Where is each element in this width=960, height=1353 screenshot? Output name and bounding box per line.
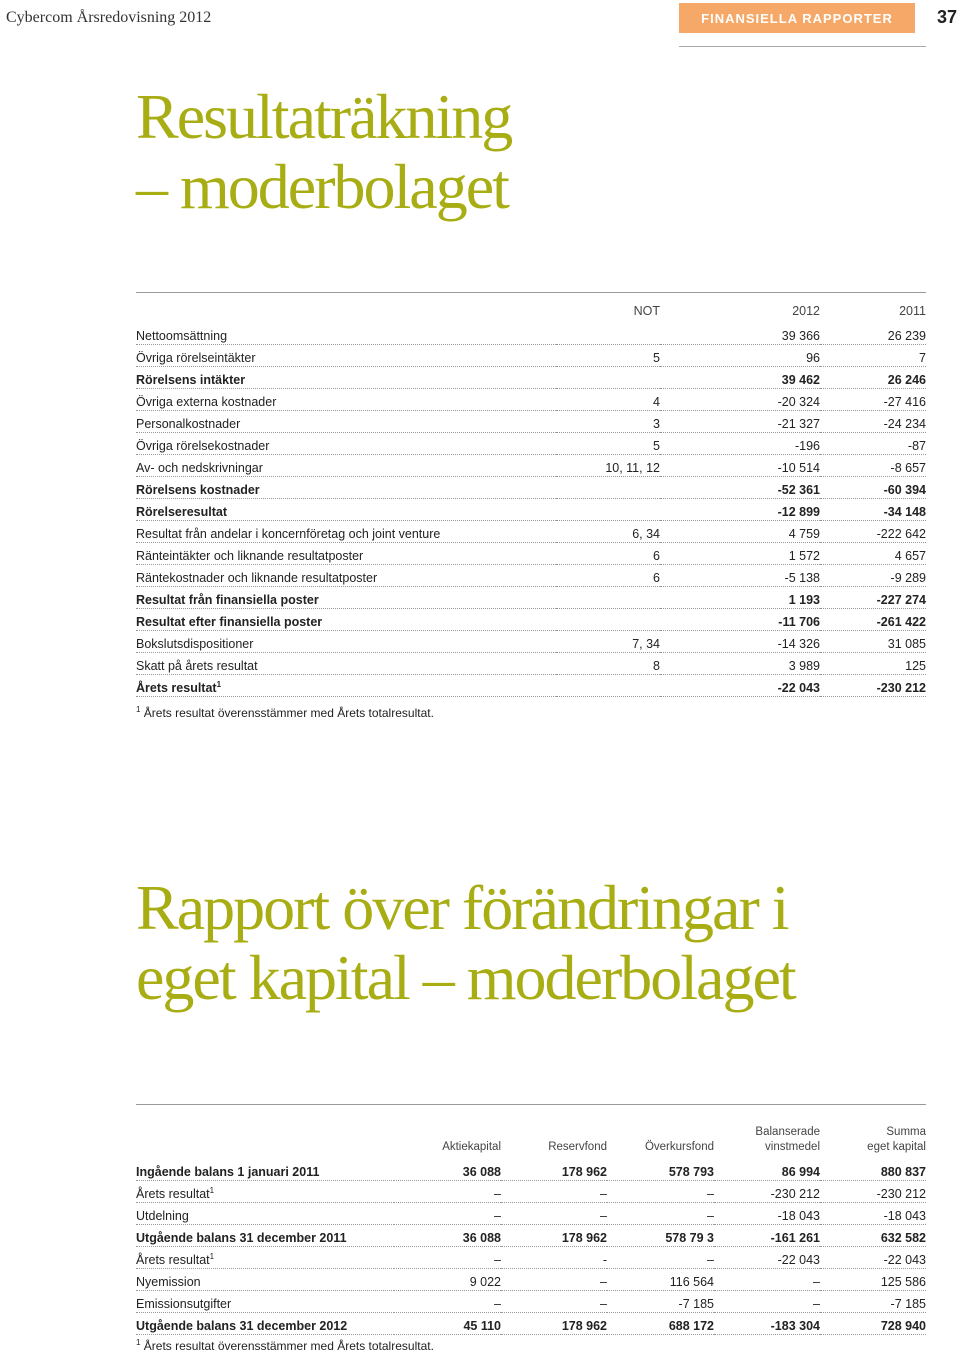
row-value: 178 962: [501, 1159, 607, 1181]
row-label: [136, 477, 556, 499]
row-label-text: Räntekostnader och liknande resultatposter: [136, 571, 378, 585]
row-label-text: Övriga externa kostnader: [136, 395, 277, 409]
row-label-text: Ingående balans 1 januari 2011: [136, 1165, 320, 1179]
row-value-2011-text: -24 234: [883, 417, 926, 431]
income-row: [136, 367, 926, 389]
row-value: 688 172: [607, 1313, 714, 1335]
row-note: [556, 521, 660, 543]
row-note: [556, 389, 660, 411]
row-value-2011-text: 26 246: [887, 373, 926, 387]
row-value: 728 940: [820, 1313, 926, 1335]
row-label: [136, 543, 556, 565]
income-row: [136, 499, 926, 521]
income-row: [136, 565, 926, 587]
row-value-2011-text: -87: [907, 439, 926, 453]
row-value: -18 043: [820, 1203, 926, 1225]
row-value: 578 79 3: [607, 1225, 714, 1247]
equity-header-row: [136, 1105, 926, 1160]
footnote-ref: 1: [216, 679, 222, 689]
row-value-2012: [660, 455, 820, 477]
income-row: [136, 521, 926, 543]
row-value-2012-text: -14 326: [777, 637, 820, 651]
row-value-2012-text: 96: [806, 351, 820, 365]
equity-col-header-line-1: [607, 1125, 714, 1140]
income-row: [136, 455, 926, 477]
income-row: [136, 653, 926, 675]
row-value: 880 837: [820, 1159, 926, 1181]
row-value-2011-text: 125: [905, 659, 926, 673]
row-value-2011-text: 31 085: [887, 637, 926, 651]
row-label: [136, 631, 556, 653]
row-note-text: 10, 11, 12: [605, 461, 660, 475]
row-value: -183 304: [714, 1313, 820, 1335]
row-value-2012-text: -22 043: [777, 681, 820, 695]
row-value-2011-text: -9 289: [890, 571, 926, 585]
row-note: [556, 433, 660, 455]
row-value-2012-text: -5 138: [784, 571, 820, 585]
row-label-text: Utgående balans 31 december 2012: [136, 1319, 348, 1333]
income-row: [136, 675, 926, 697]
equity-row: [136, 1181, 926, 1203]
row-value-2011: [820, 345, 926, 367]
row-label: [136, 1269, 394, 1291]
row-label-text: Årets resultat: [136, 681, 217, 695]
equity-col-header-line-2: Reservfond: [548, 1141, 607, 1153]
row-value: –: [607, 1181, 714, 1203]
row-note: [556, 499, 660, 521]
row-label: [136, 1203, 394, 1225]
row-value: -7 185: [607, 1291, 714, 1313]
row-value: –: [501, 1203, 607, 1225]
row-note: [556, 675, 660, 697]
row-label: [136, 653, 556, 675]
footnote-ref: 1: [209, 1185, 215, 1195]
row-value-2012: [660, 477, 820, 499]
equity-col-header: [820, 1105, 926, 1160]
row-value-2012: [660, 675, 820, 697]
row-value-2012: [660, 631, 820, 653]
row-value: 178 962: [501, 1225, 607, 1247]
row-label-text: Av- och nedskrivningar: [136, 461, 263, 475]
row-value-2012: [660, 411, 820, 433]
row-note: [556, 543, 660, 565]
row-value-2011: [820, 433, 926, 455]
income-col-2012: 2012: [792, 304, 820, 318]
row-value: –: [501, 1291, 607, 1313]
row-value: –: [607, 1203, 714, 1225]
row-value-2011: [820, 411, 926, 433]
row-value-2011-text: -8 657: [890, 461, 926, 475]
row-value: –: [394, 1181, 501, 1203]
income-row: [136, 433, 926, 455]
row-note: [556, 323, 660, 345]
row-label: [136, 521, 556, 543]
row-note-text: 4: [653, 395, 660, 409]
row-value-2012-text: 4 759: [788, 527, 820, 541]
income-row: [136, 411, 926, 433]
row-value-2011: [820, 543, 926, 565]
row-label-text: Ränteintäkter och liknande resultatposter: [136, 549, 364, 563]
row-value-2011-text: -60 394: [883, 483, 926, 497]
row-value-2011: [820, 609, 926, 631]
row-label-text: Rörelseresultat: [136, 505, 228, 519]
row-label-text: Skatt på årets resultat: [136, 659, 258, 673]
row-label-text: Resultat efter finansiella poster: [136, 615, 323, 629]
row-note: [556, 477, 660, 499]
equity-footnote: [136, 1339, 434, 1353]
row-value: 45 110: [394, 1313, 501, 1335]
income-footnote: [136, 706, 434, 720]
row-value-2011-text: -261 422: [876, 615, 926, 629]
footnote-mark: 1: [136, 705, 141, 714]
income-row: [136, 587, 926, 609]
footnote-text: Årets resultat överensstämmer med Årets totalresultat.: [143, 706, 434, 720]
row-value-2011-text: 26 239: [887, 329, 926, 343]
row-value-2011: [820, 499, 926, 521]
row-label: [136, 411, 556, 433]
row-note-text: 3: [653, 417, 660, 431]
row-note: [556, 609, 660, 631]
row-value: 86 994: [714, 1159, 820, 1181]
row-value-2012: [660, 609, 820, 631]
row-value-2012-text: -12 899: [777, 505, 820, 519]
row-value-2012: [660, 323, 820, 345]
row-value-2011: [820, 631, 926, 653]
equity-row: [136, 1247, 926, 1269]
row-value-2011-text: -34 148: [883, 505, 926, 519]
row-label-text: Resultat från finansiella poster: [136, 593, 319, 607]
income-row: [136, 631, 926, 653]
row-value-2011: [820, 675, 926, 697]
row-note: [556, 653, 660, 675]
row-label-text: Nyemission: [136, 1275, 201, 1289]
row-label: [136, 565, 556, 587]
row-value-2012-text: -11 706: [778, 615, 820, 629]
row-value-2011-text: -230 212: [876, 681, 926, 695]
row-label-text: Årets resultat: [136, 1187, 210, 1201]
equity-statement-title: [136, 873, 795, 1013]
row-label-text: Bokslutsdispositioner: [136, 637, 254, 651]
row-value: -7 185: [820, 1291, 926, 1313]
row-value-2012-text: -196: [794, 439, 820, 453]
row-note-text: 8: [653, 659, 660, 673]
row-label-text: Övriga rörelsekostnader: [136, 439, 270, 453]
income-title-line-1: Resultaträkning: [136, 81, 512, 152]
row-value-2011: [820, 587, 926, 609]
income-row: [136, 323, 926, 345]
row-value-2012-text: -21 327: [777, 417, 820, 431]
row-note-text: 6: [653, 549, 660, 563]
row-value: 632 582: [820, 1225, 926, 1247]
row-label: [136, 1247, 394, 1269]
row-label: [136, 345, 556, 367]
equity-row: [136, 1269, 926, 1291]
row-label-text: Personalkostnader: [136, 417, 241, 431]
row-note-text: 6, 34: [632, 527, 660, 541]
row-value-2011: [820, 521, 926, 543]
row-value: –: [714, 1291, 820, 1313]
row-note: [556, 345, 660, 367]
equity-col-header: [607, 1105, 714, 1160]
row-label: [136, 609, 556, 631]
row-value: -230 212: [714, 1181, 820, 1203]
income-header-row: [136, 293, 926, 324]
row-value-2012: [660, 433, 820, 455]
row-value: -22 043: [714, 1247, 820, 1269]
row-label-text: Rörelsens kostnader: [136, 483, 260, 497]
row-value-2012: [660, 367, 820, 389]
row-label-text: Resultat från andelar i koncernföretag och joint venture: [136, 527, 441, 541]
row-value: –: [714, 1269, 820, 1291]
row-note-text: 5: [653, 351, 660, 365]
row-label-text: Emissionsutgifter: [136, 1297, 232, 1311]
row-value: -230 212: [820, 1181, 926, 1203]
equity-col-header-line-1: [136, 1140, 394, 1155]
row-value-2012: [660, 587, 820, 609]
row-label: [136, 389, 556, 411]
row-value: 36 088: [394, 1225, 501, 1247]
row-note: [556, 631, 660, 653]
row-value-2012: [660, 543, 820, 565]
equity-col-header: [394, 1105, 501, 1160]
row-label: [136, 455, 556, 477]
row-value: -: [501, 1247, 607, 1269]
row-label: [136, 1291, 394, 1313]
section-tag: FINANSIELLA RAPPORTER: [679, 3, 915, 33]
row-value: –: [394, 1203, 501, 1225]
row-value-2012-text: -20 324: [777, 395, 820, 409]
income-row: [136, 543, 926, 565]
row-value: -22 043: [820, 1247, 926, 1269]
row-value-2011-text: -27 416: [883, 395, 926, 409]
row-value: 578 793: [607, 1159, 714, 1181]
row-value-2012: [660, 345, 820, 367]
equity-row: [136, 1313, 926, 1335]
income-statement-title: [136, 82, 511, 222]
row-value: -18 043: [714, 1203, 820, 1225]
row-value-2012-text: 3 989: [788, 659, 820, 673]
equity-row: [136, 1225, 926, 1247]
equity-col-header: [136, 1105, 394, 1160]
row-value-2011: [820, 653, 926, 675]
row-value: 9 022: [394, 1269, 501, 1291]
row-label-text: Rörelsens intäkter: [136, 373, 246, 387]
row-value: 125 586: [820, 1269, 926, 1291]
income-col-note: NOT: [633, 304, 660, 318]
equity-col-header-line-1: Balanserade: [755, 1126, 820, 1138]
row-label: [136, 367, 556, 389]
equity-col-header-line-1: Summa: [886, 1126, 926, 1138]
row-note-text: 5: [653, 439, 660, 453]
row-value: 36 088: [394, 1159, 501, 1181]
income-statement-table: [136, 292, 926, 697]
row-label-text: Nettoomsättning: [136, 329, 228, 343]
row-value: –: [394, 1247, 501, 1269]
row-value-2011-text: -227 274: [876, 593, 926, 607]
equity-col-header-line-2: vinstmedel: [765, 1141, 820, 1153]
row-value-2012-text: -10 514: [777, 461, 820, 475]
row-note: [556, 565, 660, 587]
income-col-label: [136, 293, 556, 324]
equity-row: [136, 1291, 926, 1313]
row-label: [136, 499, 556, 521]
equity-col-header-line-1: [501, 1125, 607, 1140]
row-label: [136, 1313, 394, 1335]
row-value-2012: [660, 389, 820, 411]
row-label-text: Årets resultat: [136, 1253, 210, 1267]
row-value-2012: [660, 499, 820, 521]
income-row: [136, 477, 926, 499]
row-value-2012: [660, 653, 820, 675]
row-value: -161 261: [714, 1225, 820, 1247]
footnote-ref: 1: [209, 1251, 215, 1261]
row-value: –: [394, 1291, 501, 1313]
income-title-line-2: – moderbolaget: [136, 151, 508, 222]
row-label: [136, 675, 556, 697]
row-value-2011-text: -222 642: [876, 527, 926, 541]
row-value-2011: [820, 477, 926, 499]
row-note: [556, 367, 660, 389]
row-label-text: Övriga rörelseintäkter: [136, 351, 256, 365]
row-value: –: [607, 1247, 714, 1269]
row-note-text: 7, 34: [632, 637, 660, 651]
equity-col-header: [714, 1105, 820, 1160]
equity-statement-table: [136, 1104, 926, 1335]
row-label: [136, 1159, 394, 1181]
equity-col-header-line-1: [394, 1125, 501, 1140]
row-value: 178 962: [501, 1313, 607, 1335]
income-row: [136, 389, 926, 411]
row-value-2012-text: 1 572: [788, 549, 820, 563]
row-value-2011: [820, 565, 926, 587]
header-divider: [679, 46, 926, 47]
page-number: 37: [937, 7, 958, 27]
equity-title-line-2: eget kapital – moderbolaget: [136, 942, 795, 1013]
income-row: [136, 609, 926, 631]
equity-row: [136, 1203, 926, 1225]
income-row: [136, 345, 926, 367]
row-value-2011: [820, 323, 926, 345]
row-label: [136, 323, 556, 345]
row-label-text: Utdelning: [136, 1209, 189, 1223]
row-value: –: [501, 1181, 607, 1203]
income-col-2011: 2011: [899, 304, 926, 318]
row-value-2011: [820, 455, 926, 477]
equity-col-header-line-2: Aktiekapital: [442, 1141, 501, 1153]
row-note: [556, 411, 660, 433]
row-value: –: [501, 1269, 607, 1291]
row-value: 116 564: [607, 1269, 714, 1291]
row-value-2012-text: 39 366: [781, 329, 820, 343]
row-value-2012-text: -52 361: [777, 483, 820, 497]
row-value-2011-text: 4 657: [894, 549, 926, 563]
row-value-2012-text: 39 462: [781, 373, 820, 387]
footnote-text: Årets resultat överensstämmer med Årets totalresultat.: [143, 1339, 434, 1353]
equity-col-header: [501, 1105, 607, 1160]
row-note: [556, 455, 660, 477]
row-value-2011: [820, 389, 926, 411]
row-value-2012: [660, 565, 820, 587]
footnote-mark: 1: [136, 1338, 141, 1347]
equity-row: [136, 1159, 926, 1181]
equity-title-line-1: Rapport över förändringar i: [136, 872, 788, 943]
equity-col-header-line-2: eget kapital: [867, 1141, 926, 1153]
row-value-2012: [660, 521, 820, 543]
row-value-2012-text: 1 193: [788, 593, 820, 607]
equity-col-header-line-2: Överkursfond: [644, 1141, 714, 1153]
row-note-text: 6: [653, 571, 660, 585]
row-label: [136, 433, 556, 455]
row-label: [136, 1225, 394, 1247]
document-title: Cybercom Årsredovisning 2012: [6, 9, 212, 26]
row-value-2011: [820, 367, 926, 389]
row-value-2011-text: 7: [919, 351, 926, 365]
row-label-text: Utgående balans 31 december 2011: [136, 1231, 347, 1245]
row-label: [136, 1181, 394, 1203]
row-note: [556, 587, 660, 609]
row-label: [136, 587, 556, 609]
